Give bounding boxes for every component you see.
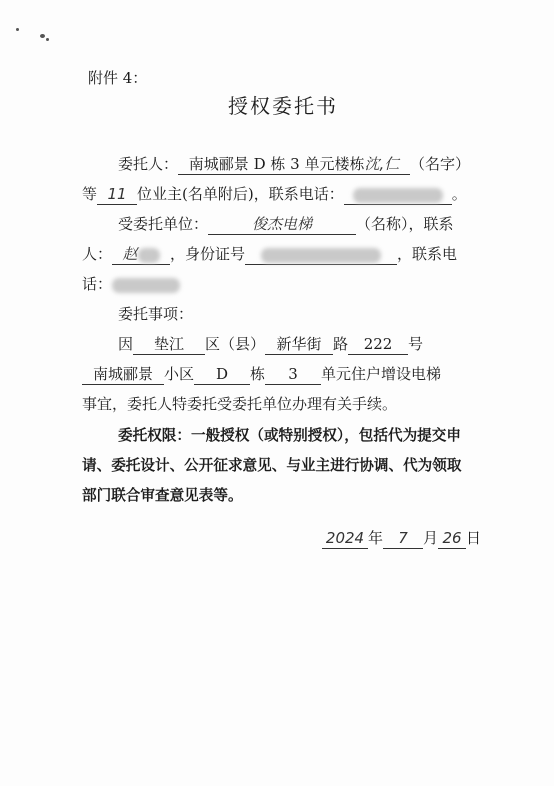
building-unit: 栋 xyxy=(250,365,266,383)
scope-line3: 部门联合审查意见表等。 xyxy=(82,487,243,504)
community-line xyxy=(82,364,441,385)
agent-person-line xyxy=(82,244,457,265)
principal-signature: 沈,仁 xyxy=(364,155,400,173)
principal-value: 南城郦景 D 栋 3 单元楼栋沈,仁 xyxy=(178,154,410,175)
principal-suffix: （名字） xyxy=(410,155,471,173)
address-yin: 因 xyxy=(118,335,134,353)
matters-line3: 事宜，委托人特委托受委托单位办理有关手续。 xyxy=(82,395,398,413)
matters-label: 委托事项： xyxy=(118,305,194,323)
street-number: 222 xyxy=(348,334,408,355)
district-value: 垫江 xyxy=(133,334,205,355)
agent-phone-suffix: ，联系电 xyxy=(397,245,458,263)
agent-suffix: （名称），联系 xyxy=(356,215,454,233)
scope-line2: 请、委托设计、公开征求意见、与业主进行协调、代为领取 xyxy=(82,457,462,474)
unit-value: 3 xyxy=(265,364,321,385)
community-unit: 小区 xyxy=(164,365,195,383)
agent-name: 俊杰电梯 xyxy=(208,214,356,235)
community-value: 南城郦景 xyxy=(82,364,164,385)
agent-phone-line xyxy=(82,274,180,294)
date-day: 26 xyxy=(438,528,466,549)
day-label: 日 xyxy=(466,529,482,547)
owner-count: 11 xyxy=(97,184,137,205)
redaction-blur xyxy=(138,248,160,263)
count-prefix: 等 xyxy=(82,185,98,203)
agent-line xyxy=(118,214,454,235)
street-value: 新华街 xyxy=(265,334,333,355)
address-line xyxy=(118,334,423,355)
scan-speck xyxy=(46,38,49,41)
agent-phone-redacted xyxy=(112,278,180,293)
scope-line1: 委托权限：一般授权（或特别授权），包括代为提交申 xyxy=(118,427,461,444)
unit-text: 单元住户增设电梯 xyxy=(321,365,442,383)
street-unit: 路 xyxy=(333,335,349,353)
agent-phone-label: 话： xyxy=(82,275,113,293)
scan-speck xyxy=(40,34,45,38)
year-label: 年 xyxy=(368,529,384,547)
count-line xyxy=(82,184,467,205)
agent-person-label: 人： xyxy=(82,245,113,263)
attachment-label: 附件 4： xyxy=(88,69,148,87)
building-value: D xyxy=(194,364,250,385)
number-unit: 号 xyxy=(408,335,424,353)
district-unit: 区（县） xyxy=(205,335,266,353)
date-line xyxy=(322,528,481,549)
principal-line xyxy=(118,154,470,175)
agent-person-value: 赵 xyxy=(112,244,170,265)
count-end: 。 xyxy=(451,185,467,203)
redaction-blur xyxy=(261,248,381,263)
date-year: 2024 xyxy=(322,528,368,549)
scan-speck xyxy=(16,28,19,31)
count-text: 位业主(名单附后)，联系电话： xyxy=(137,185,344,203)
redaction-blur xyxy=(353,188,443,203)
principal-phone-redacted xyxy=(344,184,452,205)
principal-label: 委托人： xyxy=(118,155,179,173)
id-label: ，身份证号 xyxy=(170,245,246,263)
document-title: 授权委托书 xyxy=(228,94,338,118)
agent-label: 受委托单位： xyxy=(118,215,209,233)
date-month: 7 xyxy=(383,528,423,549)
id-number-redacted xyxy=(245,244,397,265)
month-label: 月 xyxy=(423,529,439,547)
